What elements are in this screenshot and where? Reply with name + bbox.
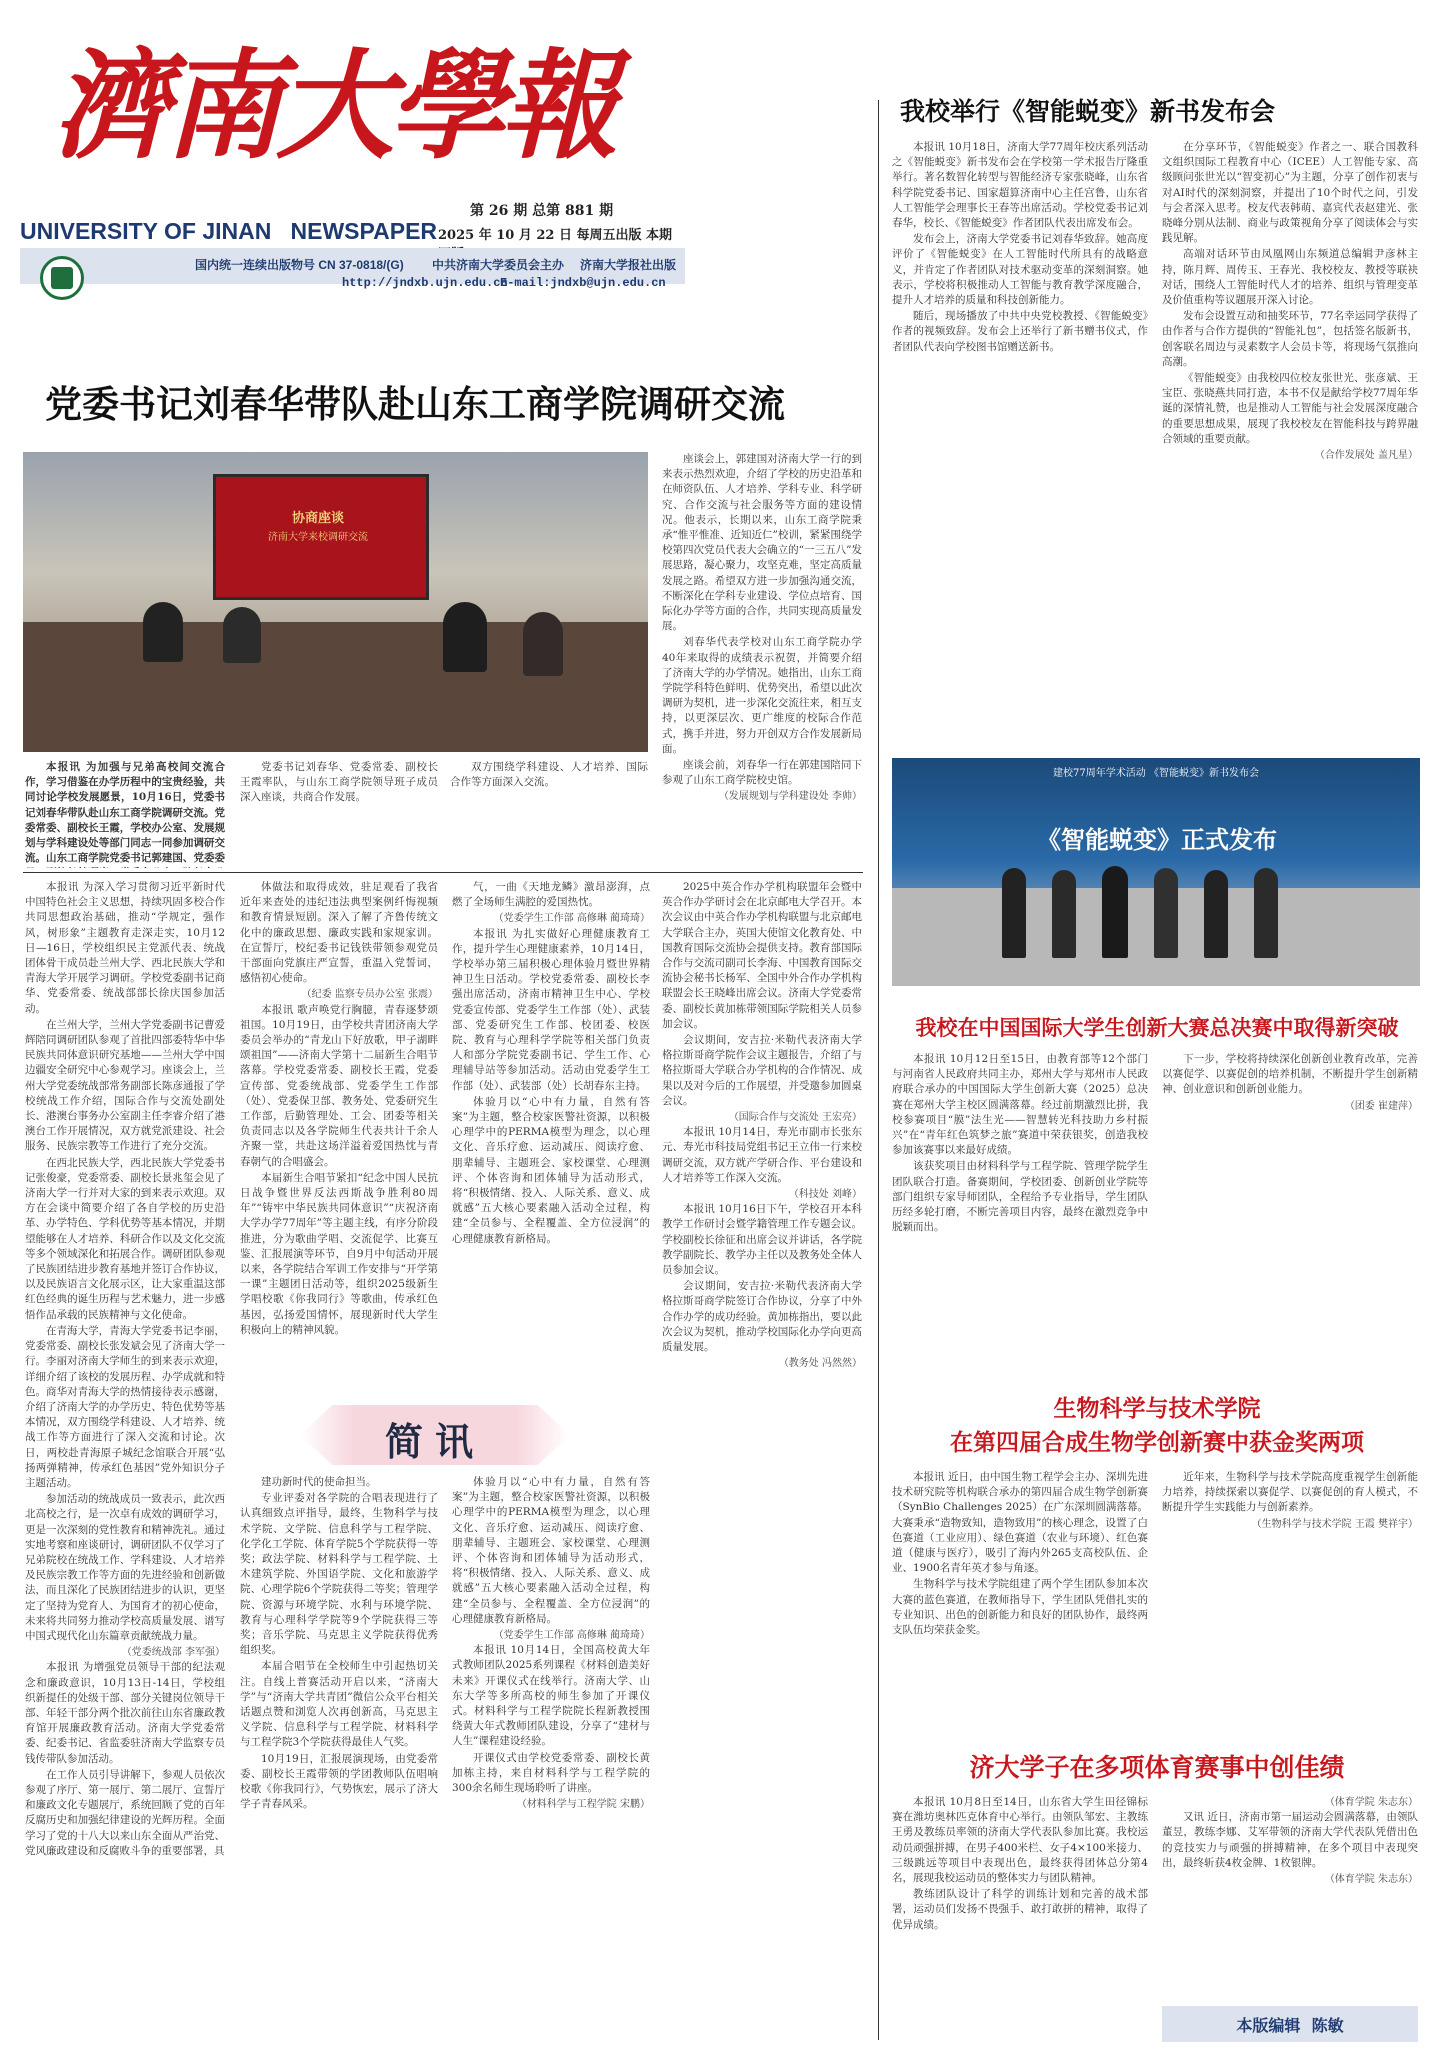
- bio-col2: 近年来，生物科学与技术学院高度重视学生创新能力培养，持续探索以赛促学、以赛促创的育人模式，不断提升学生实践能力与创新素养。 （生物科学与技术学院 王霞 樊祥宇）: [1162, 1470, 1418, 1728]
- main-story-col4: 座谈会上，郭建国对济南大学一行的到来表示热烈欢迎，介绍了学校的历史沿革和在师资队伍、人才培养、学科专业、科学研究、合作交流与社会服务等方面的建设情况。他表示，长期以来，山东工商学院秉承“惟平惟准、近知近仁”校训，紧紧围绕学校第四次党员代表大会确立的“一三五八”发展思路，凝心聚力，攻坚克难，坚定高质量发展之路。希望双方进一步加强沟通交流，不断深化在学科专业建设、学位点培育、国际化办学等方面的合作，共同实现高质量发展。 刘春华代表学校对山东工商学院办学40年来取得的成绩表示祝贺，并简要介绍了济南大学的办学情况。她指出，山东工商学院学科特色鲜明、优势突出，希望以此次调研为契机，进一步深化交流往来，相互支持，以更深层次、更广维度的校际合作范式，携手并进，努力开创双方合作发展新局面。 座谈会前，刘春华一行在郭建国陪同下参观了山东工商学院校史馆。 （发展规划与学科建设处 李帅）: [662, 452, 862, 868]
- contest-signature: （团委 崔建萍）: [1344, 1100, 1418, 1112]
- main-story-col2: 党委书记刘春华、党委常委、副校长王霞率队，与山东工商学院领导班子成员深入座谈，共商合作发展。: [240, 761, 438, 804]
- university-emblem: [40, 256, 84, 300]
- editor-credit-text: 本版编辑 陈敏: [1236, 2016, 1344, 2035]
- contest-col2: 下一步，学校将持续深化创新创业教育改革，完善以赛促学、以赛促创的培养机制，不断提升学生创新精神、创业意识和创新创业能力。 （团委 崔建萍）: [1162, 1052, 1418, 1362]
- contest-headline: 我校在中国国际大学生创新大赛总决赛中取得新突破: [915, 1016, 1399, 1040]
- sports-col2: （体育学院 朱志东） 又讯 近日，济南市第一届运动会圆满落幕，由领队董昱，教练李娜、艾军带领的济南大学代表队凭借出色的竞技实力与顽强的拼搏精神，在多个项目中表现突出，最终斩获4枚金牌、1枚银牌。 （体育学院 朱志东）: [1162, 1795, 1418, 2000]
- news-signature: （党委统战部 李军强）: [121, 1647, 225, 1659]
- main-story-col1: 本报讯 为加强与兄弟高校间交流合作，学习借鉴在办学历程中的宝贵经验，共同讨论学校发展愿景，10月16日，党委书记刘春华带队赴山东工商学院调研交流。党委常委、副校长王霞，学校办公室、发展规划与学科建设处等部门同志一同参加调研交流。山东工商学院党委书记郭建国、党委委: [25, 761, 225, 865]
- news-signature: （纪委 监察专员办公室 张震）: [301, 989, 438, 1001]
- registration-number: 国内统一连续出版物号 CN 37-0818/(G): [195, 258, 404, 272]
- main-story-signature: （发展规划与学科建设处 李帅）: [718, 791, 862, 803]
- news-signature: （党委学生工作部 高修琳 蔺琦琦）: [493, 913, 650, 925]
- email-link[interactable]: E-mail:jndxb@ujn.edu.cn: [500, 276, 666, 290]
- main-headline: 党委书记刘春华带队赴山东工商学院调研交流: [45, 383, 785, 426]
- newspaper-logo: 濟南大學報: [52, 36, 613, 175]
- editor-credit: [1162, 2006, 1418, 2042]
- news-signature: （科技处 刘峰）: [788, 1189, 862, 1201]
- bio-col1: 本报讯 近日，由中国生物工程学会主办、深圳先进技术研究院等机构联合承办的第四届合成生物学创新赛（SynBio Challenges 2025）在广东深圳圆满落幕。大赛秉承“造物致知，造物致用”的核心理念，设置了白色赛道（工业应用）、绿色赛道（农业与环境）、红色赛道（健康与医疗），吸引了海内外265支高校队伍、企业、1900名青年英才参与角逐。 生物科学与技术学院组建了两个学生团队参加本次大赛的蓝色赛道，在教师指导下，学生团队凭借扎实的专业知识、出色的创新能力和良好的团队协作，最终两支队伍均荣获金奖。: [892, 1471, 1148, 1637]
- screen-title: 协商座谈: [291, 511, 344, 526]
- publisher: 济南大学报社出版: [580, 258, 677, 272]
- book-headline: 我校举行《智能蜕变》新书发布会: [900, 97, 1276, 126]
- main-story-col3: 双方围绕学科建设、人才培养、国际合作等方面深入交流。: [450, 761, 648, 789]
- divider: [23, 872, 863, 873]
- sports-headline: 济大学子在多项体育赛事中创佳绩: [969, 1753, 1345, 1782]
- book-launch-photo: [892, 758, 1420, 986]
- photo-screen-text: 《智能蜕变》正式发布: [1037, 825, 1277, 854]
- bio-headline-line2: 在第四届合成生物学创新赛中获金奖两项: [950, 1430, 1364, 1456]
- website-link[interactable]: http://jndxb.ujn.edu.cn: [342, 276, 508, 290]
- news-column-3b: 体验月以“心中有力量，自然有答案”为主题，整合校家医警社资源，以积极心理学中的PERMA模型为理念，以心理文化、音乐疗愈、运动减压、阅读疗愈、朋辈辅导、主题班会、家校课堂、心理测评、个体咨询和团体辅导为活动形式，将“积极情绪、投入、人际关系、意义、成就感”五大核心要素融入活动全过程，构建“全员参与、全程覆盖、全方位浸润”的心理健康教育新格局。 （党委学生工作部 高修琳 蔺琦琦） 本报讯 10月14日，全国高校黄大年式教师团队2025系列课程《材料创造美好未来》开课仪式在线举行。济南大学、山东大学等多所高校的师生参加了开课仪式。材料科学与工程学院院长程新教授围绕黄大年式教师团队建设，分享了“建材与人生”课程建设经验。 开课仪式由学校党委常委、副校长黄加栋主持，来自材料科学与工程学院的300余名师生现场聆听了讲座。 （材料科学与工程学院 宋鹏）: [452, 1475, 650, 2045]
- news-column-3: 气，一曲《天地龙鳞》激昂澎湃，点燃了全场师生满腔的爱国热忱。 （党委学生工作部 高修琳 蔺琦琦） 本报讯 为扎实做好心理健康教育工作，提升学生心理健康素养，10月14日，学校举办第三届积极心理体验月暨世界精神卫生日活动。学校党委常委、副校长李强出席活动，济南市精神卫生中心、学校党委宣传部、党委学生工作部（处）、武装部、党委研究生工作部、校团委、校医院、教育与心理科学学院等相关部门负责人和部分学院党委副书记、学生工作、心理辅导站等参加活动。活动由党委学生工作部（处）、武装部（处）长胡春东主持。 体验月以“心中有力量，自然有答案”为主题，整合校家医警社资源，以积极心理学中的PERMA模型为理念，以心理文化、音乐疗愈、运动减压、阅读疗愈、朋辈辅导、主题班会、家校课堂、心理测评、个体咨询和团体辅导为活动形式，将“积极情绪、投入、人际关系、意义、成就感”五大核心要素融入活动全过程，构建“全员参与、全程覆盖、全方位浸润”的心理健康教育新格局。: [452, 881, 650, 1245]
- contest-col1: 本报讯 10月12日至15日，由教育部等12个部门与河南省人民政府共同主办，郑州大学与郑州市人民政府联合承办的中国国际大学生创新大赛（2025）总决赛在郑州大学主校区圆满落幕。经过前期激烈比拼，我校参赛项目“膜”法生光——智慧转光科技助力乡村振兴”在“青年红色筑梦之旅”赛道中荣获银奖，创造我校参加该赛事以来最好成绩。 该获奖项目由材料科学与工程学院、管理学院学生团队联合打造。备赛期间，学校团委、创新创业学院等部门组织专家导师团队，全程给予专业指导，学生团队历经多轮打磨，不断完善项目内容，最终在激烈竞争中脱颖而出。: [892, 1053, 1148, 1234]
- news-column-2b: 建功新时代的使命担当。 专业评委对各学院的合唱表现进行了认真细致点评指导，最终，生物科学与技术学院、文学院、信息科学与工程学院、化学化工学院、体育学院5个学院获得一等奖；政法学院、材料科学与工程学院、土木建筑学院、外国语学院、文化和旅游学院、心理学院6个学院获得二等奖；管理学院、资源与环境学院、水利与环境学院、教育与心理科学学院等9个学院获得三等奖；音乐学院、马克思主义学院获得优秀组织奖。 本届合唱节在全校师生中引起热切关注。自线上普赛活动开启以来，“济南大学”与“济南大学共青团”微信公众平台相关话题点赞和浏览人次再创新高，马克思主义学院、信息科学与工程学院、材料科学与工程学院3个学院获得最佳人气奖。 10月19日，汇报展演现场，由党委常委、副校长王霞带领的学团教师队伍唱响校歌《你我同行》，气势恢宏，展示了济大学子青春风采。: [240, 1476, 438, 1811]
- english-name: UNIVERSITY OF JINAN NEWSPAPER: [20, 218, 438, 244]
- brief-banner-text: 简讯: [384, 1419, 485, 1464]
- news-signature: （材料科学与工程学院 宋鹏）: [516, 1799, 650, 1811]
- column-divider: [878, 100, 879, 2040]
- host-organization: 中共济南大学委员会主办: [432, 258, 565, 272]
- photo-banner: 建校77周年学术活动 《智能蜕变》新书发布会: [1053, 768, 1259, 779]
- news-signature: （党委学生工作部 高修琳 蔺琦琦）: [493, 1630, 650, 1642]
- meeting-photo: [23, 452, 648, 752]
- issue-number: 第 26 期 总第 881 期: [470, 203, 614, 219]
- screen-subtitle: 济南大学来校调研交流: [268, 532, 368, 543]
- news-column-4: 2025中英合作办学机构联盟年会暨中英合作办学研讨会在北京邮电大学召开。本次会议由中英合作办学机构联盟与北京邮电大学联合主办，英国大使馆文化教育处、中国教育国际交流协会提供支持。教育部国际合作与交流司副司长李海、中国教育国际交流协会秘书长杨军、全国中外合作办学机构联盟会长王晓峰出席会议。济南大学党委常委、副校长黄加栋带领国际学院相关人员参加会议。 会议期间，安吉拉·米勒代表济南大学格拉斯哥商学院作会议主题报告，介绍了与格拉斯哥大学联合办学机构的合作情况、成果以及对今后的工作展望，并受邀参加圆桌会议。 （国际合作与交流处 王宏亮） 本报讯 10月14日，寿光市副市长张东元、寿光市科技局党组书记王立伟一行来校调研交流，双方就产学研合作、平台建设和人才培养等工作深入交流。 （科技处 刘峰） 本报讯 10月16日下午，学校召开本科教学工作研讨会暨学籍管理工作专题会议。学校副校长徐征和出席会议并讲话，各学院教学副院长、教学办主任以及教务处全体人员参加会议。 会议期间，安吉拉·米勒代表济南大学格拉斯哥商学院签订合作协议，分享了中外合作办学的成功经验。黄加栋指出，要以此次会议为契机，推动学校国际化办学向更高质量发展。 （教务处 冯然然）: [662, 880, 862, 2045]
- book-signature: （合作发展处 盖凡星）: [1314, 450, 1418, 462]
- news-column-1: 本报讯 为深入学习贯彻习近平新时代中国特色社会主义思想，持续巩固多校合作共同思想政治基础，推动“学规定，强作风，树形象”主题教育走深走实，10月12日—16日，学校组织民主党派代表、统战团体骨干成员赴兰州大学、西北民族大学和青海大学开展学习调研。学校党委副书记商华、党委常委、统战部部长徐庆国参加活动。 在兰州大学，兰州大学党委副书记曹爱辉陪同调研团队参观了首批四部委特华中华民族共同体意识研究基地——兰州大学中国边疆安全研究中心参观学习。座谈会上，兰州大学党委统战部常务副部长陈彦通报了学校统战工作介绍，国际合作与交流处副处长、港澳台事务办公室副主任李睿介绍了港澳台工作开展情况，双方就党派建设、社会服务、民族宗教等工作进行了充分交流。 在西北民族大学，西北民族大学党委书记张俊豪，党委常委、副校长景兆玺会见了济南大学一行并对大家的到来表示欢迎。双方在会谈中简要介绍了各自学校的历史沿革、办学特色、学科优势等基本情况，并期望能够在人才培养、科研合作以及文化交流等多个领域深化和拓展合作。调研团队参观了民族团结进步教育基地并签订合作协议，以及民族语言文化展示区，让大家重温这部红色经典的诞生历程与艺术魅力，进一步感悟作品承载的民族精神与文化使命。 在青海大学，青海大学党委书记李丽，党委常委、副校长张发斌会见了济南大学一行。李丽对济南大学师生的到来表示欢迎，详细介绍了该校的发展历程、办学成就和特色。商华对青海大学的热情接待表示感谢，介绍了济南大学的办学历史、特色优势等基本情况，双方围绕学科建设、人才培养、统战工作等方面进行了深入交流和讨论。次日，两校赴青海原子城纪念馆联合开展“弘扬两弹精神，传承红色基因”党外知识分子主题活动。 参加活动的统战成员一致表示，此次西北高校之行，是一次卓有成效的调研学习，更是一次深刻的党性教育和精神洗礼。通过实地考察和座谈研讨，调研团队不仅学习了兄弟院校在统战工作、学科建设、人才培养及民族宗教工作等方面的先进经验和创新做法，而且深化了民族团结进步的认识，更坚定了坚持为党育人、为国育才的初心使命，未来将共同努力推动学校高质量发展、谱写中国式现代化山东篇章贡献统战力量。 （党委统战部 李军强） 本报讯 为增强党员领导干部的纪法观念和廉政意识，10月13日-14日，学校组织新提任的处级干部、部分关键岗位领导干部、年轻干部分两个批次前往山东省廉政教育馆开展廉政教育活动。济南大学党委常委、纪委书记、省监委驻济南大学监察专员钱传带队参加活动。 在工作人员引导讲解下，参观人员依次参观了序厅、第一展厅、第二展厅、宣誓厅和廉政文化专题展厅，系统回顾了党的百年反腐历史和加强纪律建设的光辉历程。全面学习了党的十八大以来山东全面从严治党、党风廉政建设和反腐败斗争的重要部署，具: [25, 881, 225, 1857]
- bio-headline-line1: 生物科学与技术学院: [1053, 1396, 1261, 1422]
- sports-signature: （体育学院 朱志东）: [1324, 1797, 1418, 1808]
- book-col1: 本报讯 10月18日，济南大学77周年校庆系列活动之《智能蜕变》新书发布会在学校第一学术报告厅隆重举行。著名数智化转型与智能经济专家张晓峰，山东省科学院党委书记、国家超算济南中心主任宫鲁，山东省人工智能学会理事长王春等出席活动。学校党委书记刘春华，校长、《智能蜕变》作者团队代表出席发布会。 发布会上，济南大学党委书记刘春华致辞。她高度评价了《智能蜕变》在人工智能时代所具有的战略意义，并肯定了作者团队对技术驱动变革的深刻洞察。她表示，学校将积极推动人工智能与教育教学深度融合，提升人才培养的质量和科技创新能力。 随后，现场播放了中共中央党校教授、《智能蜕变》作者的视频致辞。发布会上还举行了新书赠书仪式，作者团队代表向学校图书馆赠送新书。: [892, 141, 1148, 353]
- book-col2: 在分享环节，《智能蜕变》作者之一、联合国教科文组织国际工程教育中心（ICEE）人工智能专家、高级顾问张世光以“智变初心”为主题，分享了创作初衷与对AI时代的深刻洞察，并提出了10个时代之问，引发与会者深入思考。校友代表韩萌、嘉宾代表赵建光、张晓峰分别从法制、商业与政策视角分享了阅读体会与实践见解。 高端对话环节由凤凰网山东频道总编辑尹彦林主持，陈月辉、周传玉、王春光、我校校友、教授等联袂对话，围绕人工智能时代人才的培养、组织与管理变革及价值重构等议题展开深入讨论。 发布会设置互动和抽奖环节，77名幸运同学获得了由作者与合作方提供的“智能礼包”，包括签名版新书，创客联名周边与灵素数字人会员卡等，将现场气氛推向高潮。 《智能蜕变》由我校四位校友张世光、张彦斌、王宝臣、张晓燕共同打造，本书不仅是献给学校77周年华诞的深情礼赞，也是推动人工智能与社会发展深度融合的重要思想成果，展现了我校校友在智能科技与跨界融合领域的重要贡献。 （合作发展处 盖凡星）: [1162, 140, 1418, 752]
- news-signature: （国际合作与交流处 王宏亮）: [728, 1112, 862, 1124]
- news-column-2: 体做法和取得成效，驻足观看了我省近年来查处的违纪违法典型案例纤悔视频和教育情景短剧。深入了解了齐鲁传统文化中的廉政思想、廉政实践和家规家训。在宣誓厅，校纪委书记钱铁带领参观党员干部面向党旗庄严宣誓，重温入党誓词，感悟初心使命。 （纪委 监察专员办公室 张震） 本报讯 歌声唤党行胸臆，青春逐梦颂祖国。10月19日，由学校共青团济南大学委员会举办的“青龙山下好放歌，甲子湖畔颂祖国”——济南大学第十二届新生合唱节落幕。学校党委常委、副校长王霞，党委宣传部、党委统战部、党委学生工作部（处）、党委保卫部、教务处、党委研究生工作部，后勤管理处、工会、团委等相关负责同志以及各学院师生代表共计千余人齐聚一堂，共赴这场洋溢着爱国热忱与青春朝气的合唱盛会。 本届新生合唱节紧扣“纪念中国人民抗日战争暨世界反法西斯战争胜利80周年”“铸牢中华民族共同体意识”“庆祝济南大学办学77周年”等主题主线，有序分阶段推进，分为歌曲学唱、交流促学、比赛互鉴、汇报展演等环节，自9月中旬活动开展以来，各学院结合军训工作安排与“开学第一课”主题团日活动等，组织2025级新生学唱校歌《你我同行》等歌曲，传承红色基因，弘扬爱国情怀，展现新时代大学生积极向上的精神风貌。: [240, 881, 438, 1336]
- brief-banner: [300, 1405, 570, 1465]
- masthead: [20, 20, 685, 290]
- bio-signature: （生物科学与技术学院 王霞 樊祥宇）: [1251, 1518, 1418, 1530]
- issue-date: 2025 年 10 月 22 日 每周五出版 本期: [438, 228, 673, 243]
- sports-signature-2: （体育学院 朱志东）: [1324, 1874, 1418, 1886]
- sports-col1: 本报讯 10月8日至14日，山东省大学生田径锦标赛在潍坊奥林匹克体育中心举行。由领队邹宏、主教练王勇及教练员率领的济南大学代表队参加比赛。我校运动员顽强拼搏，在男子400米栏、女子4×100米接力、三级跳远等项目中表现出色，最终获得团体总分第4名，展现我校运动员的整体实力与团队精神。 教练团队设计了科学的训练计划和完善的战术部署，运动员们发扬不畏强手、敢打敢拼的精神，取得了优异成绩。: [892, 1796, 1148, 1931]
- news-signature: （教务处 冯然然）: [778, 1358, 862, 1370]
